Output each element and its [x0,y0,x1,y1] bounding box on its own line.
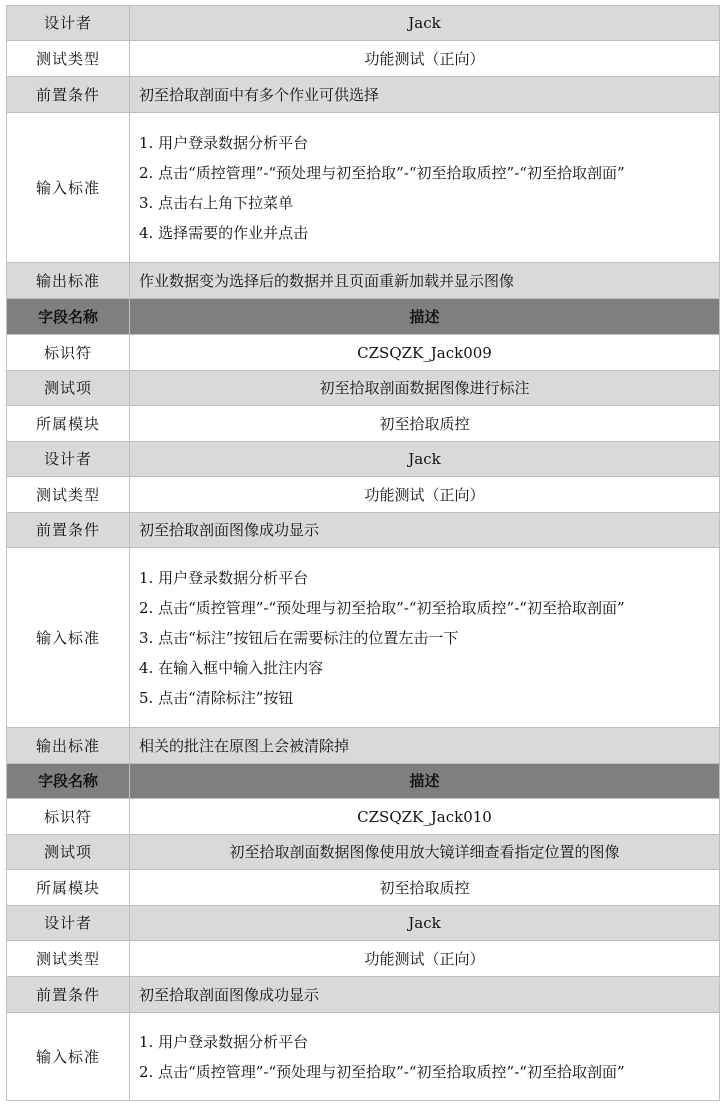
step-item: 4. 选择需要的作业并点击 [139,223,309,242]
row-field-header [7,764,720,799]
row-identifier [7,799,720,835]
test-type-value: 功能测试（正向） [130,941,720,977]
designer-label: 设计者 [7,906,130,941]
test-type-value: 功能测试（正向） [130,477,720,513]
test-item-value: 初至拾取剖面数据图像使用放大镜详细查看指定位置的图像 [130,835,720,870]
step-item: 1. 用户登录数据分析平台 [139,133,309,152]
row-input-criteria [7,113,720,263]
input-criteria-steps [130,548,720,728]
step-item: 3. 点击“标注”按钮后在需要标注的位置左击一下 [139,628,459,647]
designer-label: 设计者 [7,442,130,477]
step-item: 1. 用户登录数据分析平台 [139,1032,309,1051]
module-value: 初至拾取质控 [130,406,720,442]
field-name-header: 字段名称 [7,299,130,335]
row-precondition [7,513,720,548]
step-item: 5. 点击“清除标注”按钮 [139,688,294,707]
step-item: 2. 点击“质控管理”-“预处理与初至拾取”-“初至拾取质控”-“初至拾取剖面” [139,598,625,617]
row-test-type [7,941,720,977]
step-item: 3. 点击右上角下拉菜单 [139,193,294,212]
output-criteria-value: 作业数据变为选择后的数据并且页面重新加载并显示图像 [130,263,720,299]
precondition-label: 前置条件 [7,77,130,113]
module-label: 所属模块 [7,406,130,442]
precondition-value: 初至拾取剖面中有多个作业可供选择 [130,77,720,113]
row-input-criteria [7,1013,720,1101]
designer-label: 设计者 [7,6,130,41]
designer-value: Jack [130,906,720,941]
test-item-label: 测试项 [7,835,130,870]
test-type-value: 功能测试（正向） [130,41,720,77]
row-precondition [7,77,720,113]
row-test-type [7,477,720,513]
row-precondition [7,977,720,1013]
description-header: 描述 [130,299,720,335]
field-name-header: 字段名称 [7,764,130,799]
test-type-label: 测试类型 [7,941,130,977]
step-item: 1. 用户登录数据分析平台 [139,568,309,587]
input-criteria-steps [130,113,720,263]
description-header: 描述 [130,764,720,799]
row-test-type [7,41,720,77]
output-criteria-value: 相关的批注在原图上会被清除掉 [130,728,720,764]
row-identifier [7,335,720,371]
test-type-label: 测试类型 [7,477,130,513]
row-test-item [7,371,720,406]
test-case-document [6,0,724,1101]
row-field-header [7,299,720,335]
step-item: 2. 点击“质控管理”-“预处理与初至拾取”-“初至拾取质控”-“初至拾取剖面” [139,1062,625,1081]
row-output-criteria [7,728,720,764]
output-criteria-label: 输出标准 [7,728,130,764]
row-test-item [7,835,720,870]
designer-value: Jack [130,442,720,477]
test-type-label: 测试类型 [7,41,130,77]
input-criteria-label: 输入标准 [7,113,130,263]
test-item-label: 测试项 [7,371,130,406]
precondition-label: 前置条件 [7,977,130,1013]
input-criteria-steps [130,1013,720,1101]
identifier-value: CZSQZK_Jack009 [130,335,720,371]
precondition-value: 初至拾取剖面图像成功显示 [130,977,720,1013]
row-input-criteria [7,548,720,728]
module-label: 所属模块 [7,870,130,906]
identifier-label: 标识符 [7,335,130,371]
input-criteria-label: 输入标准 [7,1013,130,1101]
row-designer [7,442,720,477]
row-designer [7,906,720,941]
test-case-table [6,5,720,1101]
row-designer [7,6,720,41]
precondition-value: 初至拾取剖面图像成功显示 [130,513,720,548]
test-item-value: 初至拾取剖面数据图像进行标注 [130,371,720,406]
module-value: 初至拾取质控 [130,870,720,906]
row-module [7,870,720,906]
step-item: 4. 在输入框中输入批注内容 [139,658,324,677]
output-criteria-label: 输出标准 [7,263,130,299]
precondition-label: 前置条件 [7,513,130,548]
step-item: 2. 点击“质控管理”-“预处理与初至拾取”-“初至拾取质控”-“初至拾取剖面” [139,163,625,182]
identifier-label: 标识符 [7,799,130,835]
row-module [7,406,720,442]
identifier-value: CZSQZK_Jack010 [130,799,720,835]
input-criteria-label: 输入标准 [7,548,130,728]
row-output-criteria [7,263,720,299]
designer-value: Jack [130,6,720,41]
